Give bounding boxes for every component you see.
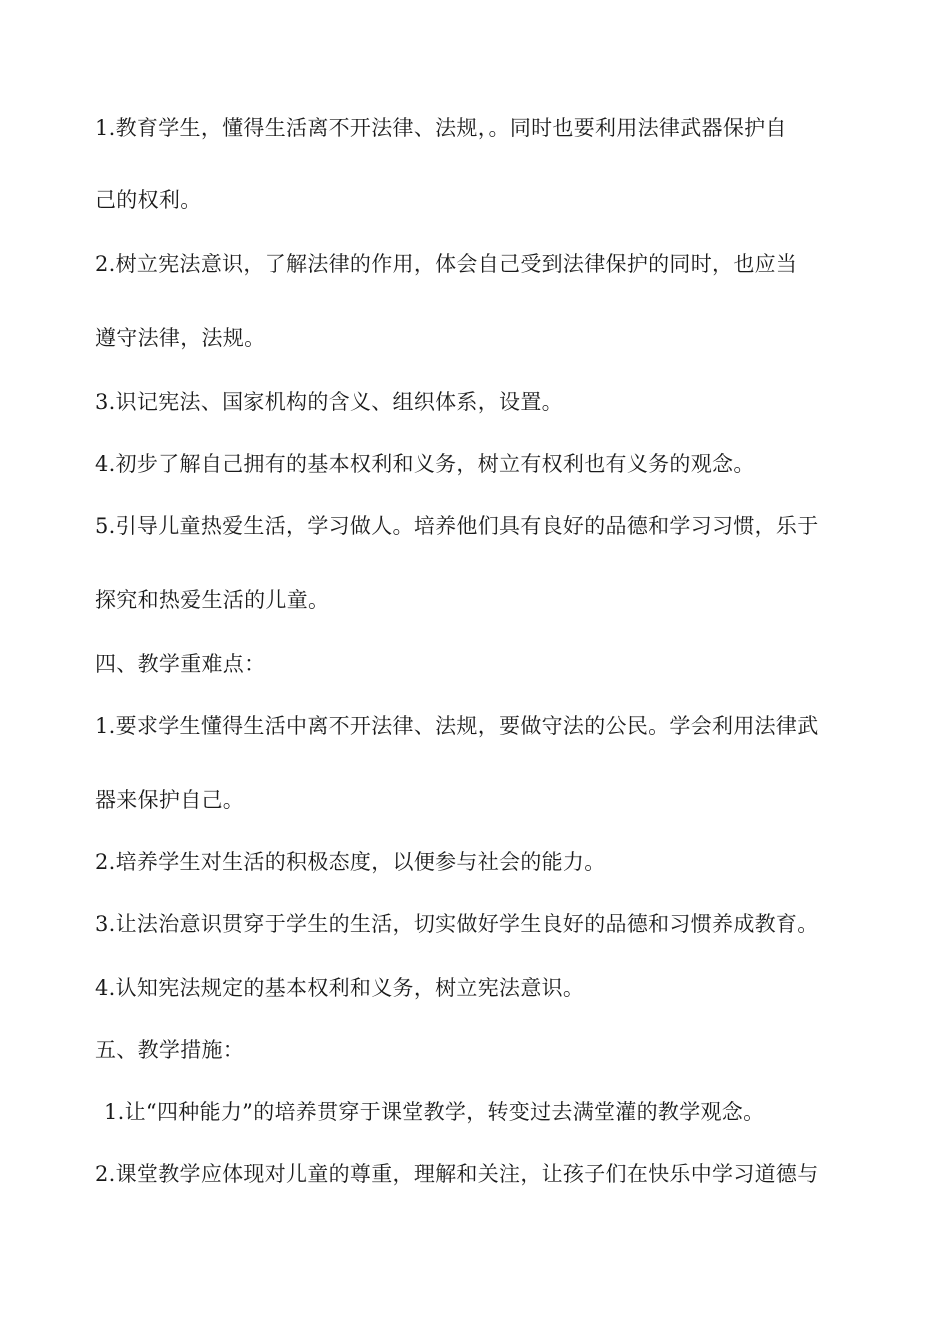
goal-5-line-2: 探究和热爱生活的儿童。 — [95, 588, 330, 612]
difficulty-1-line-1: 1.要求学生懂得生活中离不开法律、法规，要做守法的公民。学会利用法律武 — [95, 714, 819, 738]
difficulty-1-line-2: 器来保护自己。 — [95, 788, 245, 812]
goal-4-line: 4.初步了解自己拥有的基本权利和义务，树立有权利也有义务的观念。 — [95, 452, 755, 476]
goal-1-line-1: 1.教育学生，懂得生活离不开法律、法规，。同时也要利用法律武器保护自 — [95, 116, 787, 140]
goal-1-line-2: 己的权利。 — [95, 188, 202, 212]
section-heading-difficulties: 四、教学重难点： — [95, 652, 266, 676]
goal-2-line-1: 2.树立宪法意识，了解法律的作用，体会自己受到法律保护的同时，也应当 — [95, 252, 798, 276]
goal-5-line-1: 5.引导儿童热爱生活，学习做人。培养他们具有良好的品德和学习习惯，乐于 — [95, 514, 819, 538]
section-heading-measures: 五、教学措施： — [95, 1038, 245, 1062]
measure-1-line: 1.让“四种能力”的培养贯穿于课堂教学，转变过去满堂灌的教学观念。 — [104, 1100, 765, 1124]
difficulty-2-line: 2.培养学生对生活的积极态度，以便参与社会的能力。 — [95, 850, 606, 874]
goal-3-line: 3.识记宪法、国家机构的含义、组织体系，设置。 — [95, 390, 563, 414]
goal-2-line-2: 遵守法律，法规。 — [95, 326, 266, 350]
difficulty-3-line: 3.让法治意识贯穿于学生的生活，切实做好学生良好的品德和习惯养成教育。 — [95, 912, 819, 936]
difficulty-4-line: 4.认知宪法规定的基本权利和义务，树立宪法意识。 — [95, 976, 585, 1000]
measure-2-line-1: 2.课堂教学应体现对儿童的尊重，理解和关注，让孩子们在快乐中学习道德与 — [95, 1162, 819, 1186]
